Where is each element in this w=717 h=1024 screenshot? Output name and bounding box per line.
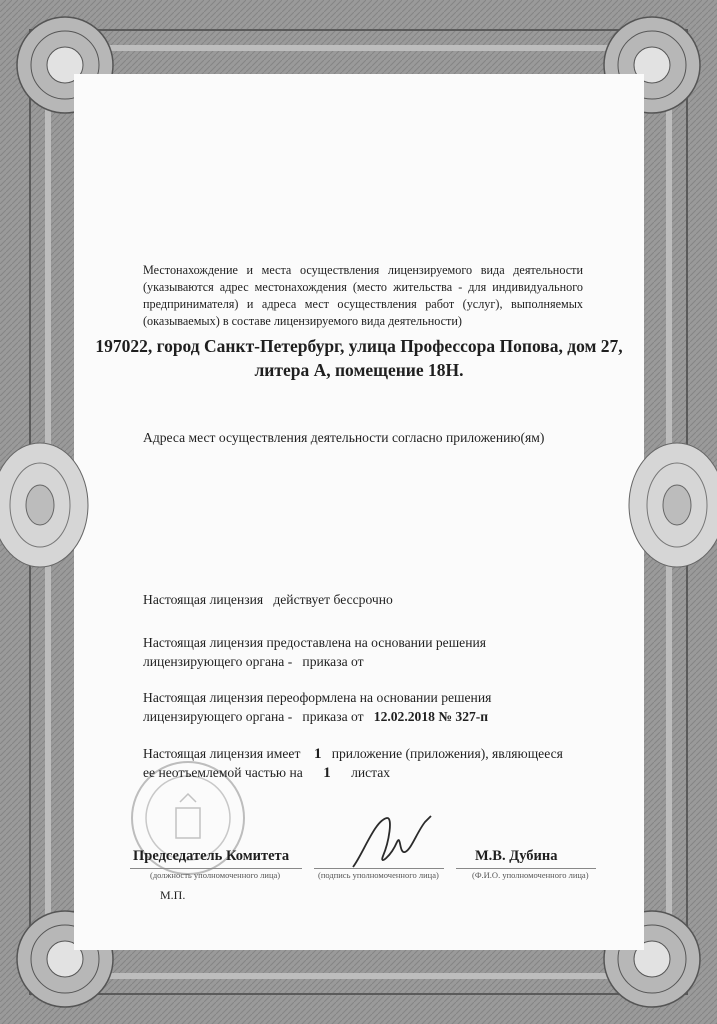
side-ornament-left	[0, 430, 100, 580]
signature-caption: (подпись уполномоченного лица)	[318, 870, 439, 880]
validity-label: Настоящая лицензия	[143, 592, 264, 607]
signatory-name: М.В. Дубина	[475, 848, 558, 864]
annex-line-1	[143, 744, 623, 764]
position-line	[130, 868, 302, 869]
annex-prefix: Настоящая лицензия имеет	[143, 746, 301, 761]
sheets-prefix: ее неотъемлемой частью на	[143, 765, 303, 780]
sheet-count: 1	[323, 765, 331, 781]
side-ornament-right	[617, 430, 717, 580]
reissued-line-2	[143, 707, 603, 726]
annex-suffix: приложение (приложения), являющееся	[331, 746, 563, 761]
position-caption: (должность уполномоченного лица)	[150, 870, 281, 880]
annex-addresses-note: Адреса мест осуществления деятельности согласно приложению(ям)	[143, 430, 545, 445]
name-caption: (Ф.И.О. уполномоченного лица)	[472, 870, 589, 880]
handwritten-signature	[345, 812, 440, 874]
reissued-order: 12.02.2018 № 327-п	[373, 709, 489, 724]
name-line	[456, 868, 596, 869]
granted-line-2: лицензирующего органа - приказа от	[143, 654, 364, 669]
location-label: Местонахождение и места осуществления лицензируемого вида деятельности (указываются адрес местонахождения (место жительства - для индивидуального предпринимателя) и адреса мест осуществления работ (услуг), выполняемых (оказываемых) в составе лицензируемого вида деятельности)	[143, 263, 583, 328]
validity-line	[143, 590, 603, 609]
signatory-position: Председатель Комитета	[133, 848, 290, 864]
reissued-basis: лицензирующего органа - приказа от	[143, 709, 364, 724]
stamp-place-label: М.П.	[160, 888, 186, 902]
address-line-1: 197022, город Санкт-Петербург, улица Профессора Попова, дом 27,	[95, 336, 623, 356]
sheets-suffix: листах	[351, 765, 391, 780]
validity-value: действует бессрочно	[273, 592, 393, 607]
annex-line-2	[143, 763, 623, 783]
signature-line	[314, 868, 444, 869]
address-line-2: литера А, помещение 18Н.	[254, 360, 464, 380]
annex-count: 1	[314, 746, 322, 762]
granted-line-1: Настоящая лицензия предоставлена на основании решения	[143, 635, 487, 650]
reissued-line-1: Настоящая лицензия переоформлена на основании решения	[143, 690, 492, 705]
